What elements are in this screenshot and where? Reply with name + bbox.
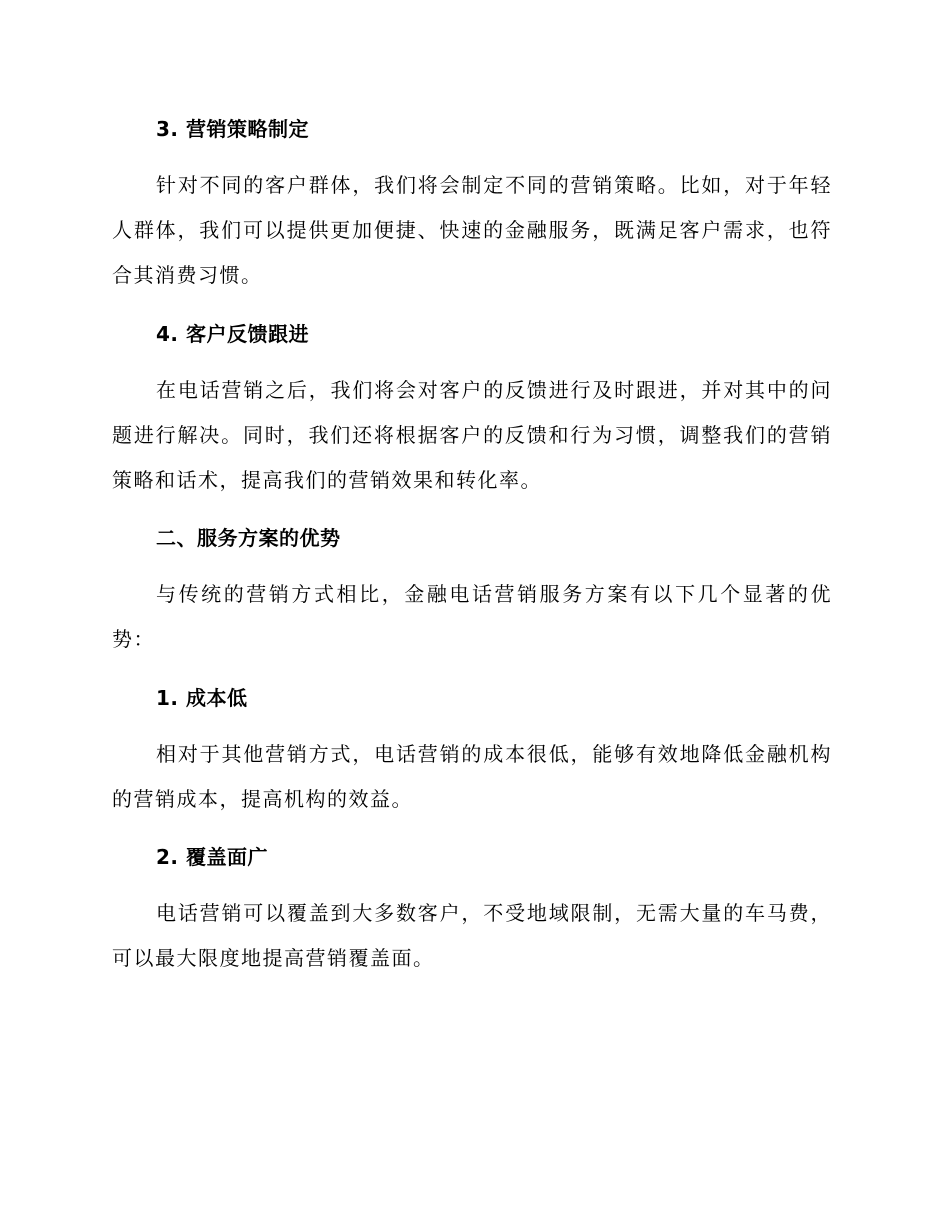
section-heading-service-advantages: 二、服务方案的优势 bbox=[156, 526, 341, 550]
paragraph-service-advantages: 与传统的营销方式相比，金融电话营销服务方案有以下几个显著的优势： bbox=[112, 582, 832, 651]
section-heading-customer-feedback: 4. 客户反馈跟进 bbox=[156, 322, 309, 346]
section-heading-wide-coverage: 2. 覆盖面广 bbox=[156, 845, 268, 869]
paragraph-wide-coverage: 电话营销可以覆盖到大多数客户，不受地域限制，无需大量的车马费，可以最大限度地提高营销覆盖面。 bbox=[112, 901, 832, 970]
section-heading-low-cost: 1. 成本低 bbox=[156, 686, 248, 710]
paragraph-low-cost: 相对于其他营销方式，电话营销的成本很低，能够有效地降低金融机构的营销成本，提高机构的效益。 bbox=[112, 742, 832, 811]
paragraph-marketing-strategy: 针对不同的客户群体，我们将会制定不同的营销策略。比如，对于年轻人群体，我们可以提供更加便捷、快速的金融服务，既满足客户需求，也符合其消费习惯。 bbox=[112, 173, 832, 287]
section-heading-marketing-strategy: 3. 营销策略制定 bbox=[156, 117, 309, 141]
paragraph-customer-feedback: 在电话营销之后，我们将会对客户的反馈进行及时跟进，并对其中的问题进行解决。同时，我们还将根据客户的反馈和行为习惯，调整我们的营销策略和话术，提高我们的营销效果和转化率。 bbox=[112, 378, 832, 492]
